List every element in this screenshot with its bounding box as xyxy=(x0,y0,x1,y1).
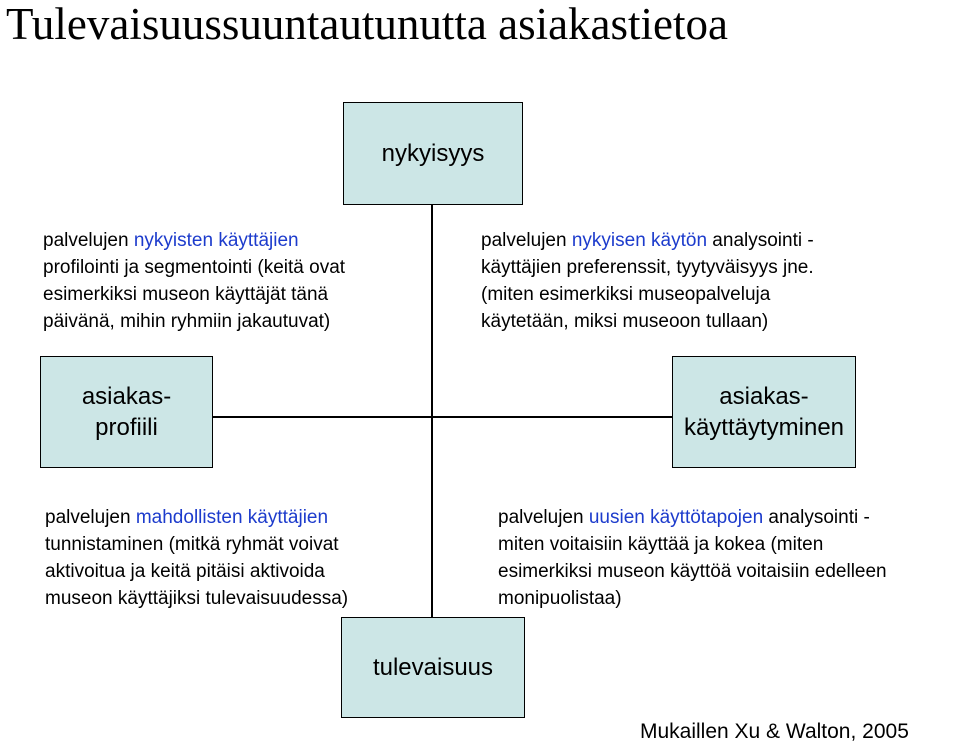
highlight-text: nykyisen käytön xyxy=(571,230,708,251)
box-tulevaisuus-label: tulevaisuus xyxy=(372,654,494,681)
text-line: monipuolistaa) xyxy=(498,588,622,609)
text-line: esimerkiksi museon käyttöä voitaisiin edelleen xyxy=(498,561,887,582)
box-nykyisyys xyxy=(343,102,523,205)
box-asiakasprofiili xyxy=(40,356,213,468)
quadrant-bottom-right-text xyxy=(498,504,887,612)
highlight-text: uusien käyttötapojen xyxy=(588,507,764,528)
horizontal-axis-line xyxy=(213,416,674,418)
box-asiakasprofiili-label: asiakas- profiili xyxy=(81,383,172,441)
text-line: käytetään, miksi museoon tullaan) xyxy=(481,311,769,332)
box-asiakaskayttaytyminen xyxy=(672,356,856,468)
text-line: käyttäjien preferenssit, tyytyväisyys jne. xyxy=(481,257,814,278)
quadrant-bottom-left-text xyxy=(45,504,348,612)
highlight-text: mahdollisten käyttäjien xyxy=(135,507,329,528)
page-title: Tulevaisuussuuntautunutta asiakastietoa xyxy=(6,0,728,49)
text-line: palvelujen mahdollisten käyttäjien xyxy=(45,507,329,528)
box-asiakaskayttaytyminen-label: asiakas- käyttäytyminen xyxy=(683,383,845,441)
text-line: miten voitaisiin käyttää ja kokea (miten xyxy=(498,534,824,555)
text-line: profilointi ja segmentointi (keitä ovat xyxy=(43,257,346,278)
highlight-text: nykyisten käyttäjien xyxy=(133,230,299,251)
text-line: palvelujen nykyisten käyttäjien xyxy=(43,230,299,251)
text-line: museon käyttäjiksi tulevaisuudessa) xyxy=(45,588,349,609)
text-line: (miten esimerkiksi museopalveluja xyxy=(481,284,771,305)
quadrant-top-left-text xyxy=(43,227,345,335)
text-line: palvelujen uusien käyttötapojen analysointi - xyxy=(498,507,870,528)
text-line: esimerkiksi museon käyttäjät tänä xyxy=(43,284,329,305)
text-line: palvelujen nykyisen käytön analysointi - xyxy=(481,230,814,251)
quadrant-top-right-text xyxy=(481,227,814,335)
box-tulevaisuus xyxy=(341,617,525,718)
source-credit: Mukaillen Xu & Walton, 2005 xyxy=(640,720,909,743)
box-nykyisyys-label: nykyisyys xyxy=(381,140,485,167)
text-line: päivänä, mihin ryhmiin jakautuvat) xyxy=(43,311,331,332)
vertical-axis-line xyxy=(431,205,433,618)
text-line: aktivoitua ja keitä pitäisi aktivoida xyxy=(45,561,325,582)
text-line: tunnistaminen (mitkä ryhmät voivat xyxy=(45,534,339,555)
